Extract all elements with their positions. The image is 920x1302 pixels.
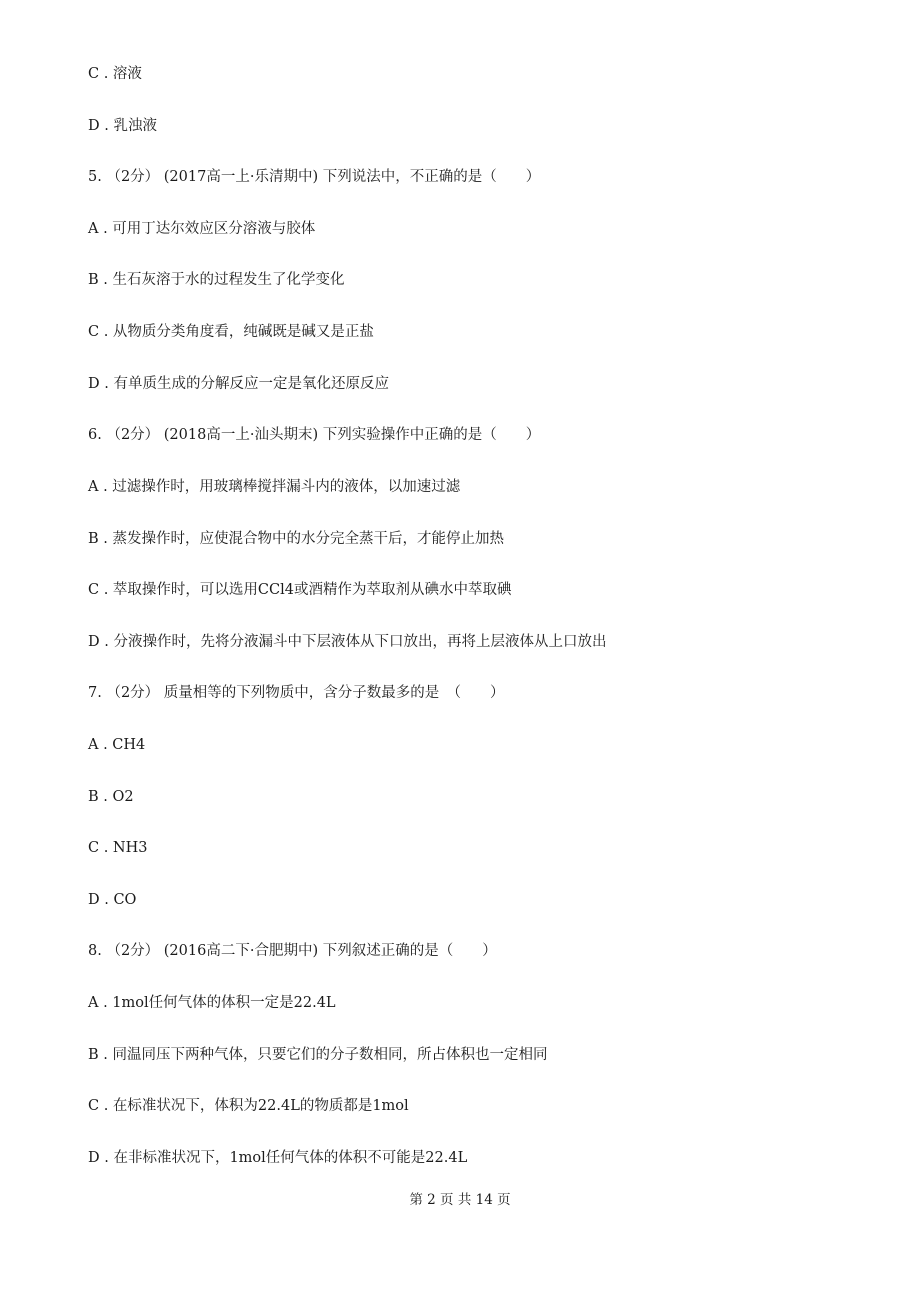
question-6: 6. （2分） (2018高一上·汕头期末) 下列实验操作中正确的是（ ） [88,427,541,443]
option-5a: A . 可用丁达尔效应区分溶液与胶体 [88,221,316,237]
option-5c: C . 从物质分类角度看，纯碱既是碱又是正盐 [88,324,374,340]
option-8b: B . 同温同压下两种气体，只要它们的分子数相同，所占体积也一定相同 [88,1047,548,1063]
option-7a: A . CH4 [88,737,146,753]
option-7d: D . CO [88,892,137,908]
option-4c: C . 溶液 [88,66,142,82]
option-6d: D . 分液操作时，先将分液漏斗中下层液体从下口放出，再将上层液体从上口放出 [88,634,607,650]
option-7c: C . NH3 [88,840,148,856]
option-6a: A . 过滤操作时，用玻璃棒搅拌漏斗内的液体，以加速过滤 [88,479,461,495]
question-5: 5. （2分） (2017高一上·乐清期中) 下列说法中，不正确的是（ ） [88,169,541,185]
question-8: 8. （2分） (2016高二下·合肥期中) 下列叙述正确的是（ ） [88,943,497,959]
option-8c: C . 在标准状况下，体积为22.4L的物质都是1mol [88,1098,409,1114]
option-6c: C . 萃取操作时，可以选用CCl4或酒精作为萃取剂从碘水中萃取碘 [88,582,512,598]
option-6b: B . 蒸发操作时，应使混合物中的水分完全蒸干后，才能停止加热 [88,531,504,547]
option-7b: B . O2 [88,789,134,805]
question-7: 7. （2分） 质量相等的下列物质中，含分子数最多的是 （ ） [88,685,505,701]
option-8d: D . 在非标准状况下，1mol任何气体的体积不可能是22.4L [88,1150,468,1166]
option-5d: D . 有单质生成的分解反应一定是氧化还原反应 [88,376,389,392]
option-5b: B . 生石灰溶于水的过程发生了化学变化 [88,272,345,288]
option-4d: D . 乳浊液 [88,118,157,134]
page-number-footer: 第 2 页 共 14 页 [409,1192,511,1208]
option-8a: A . 1mol任何气体的体积一定是22.4L [88,995,336,1011]
